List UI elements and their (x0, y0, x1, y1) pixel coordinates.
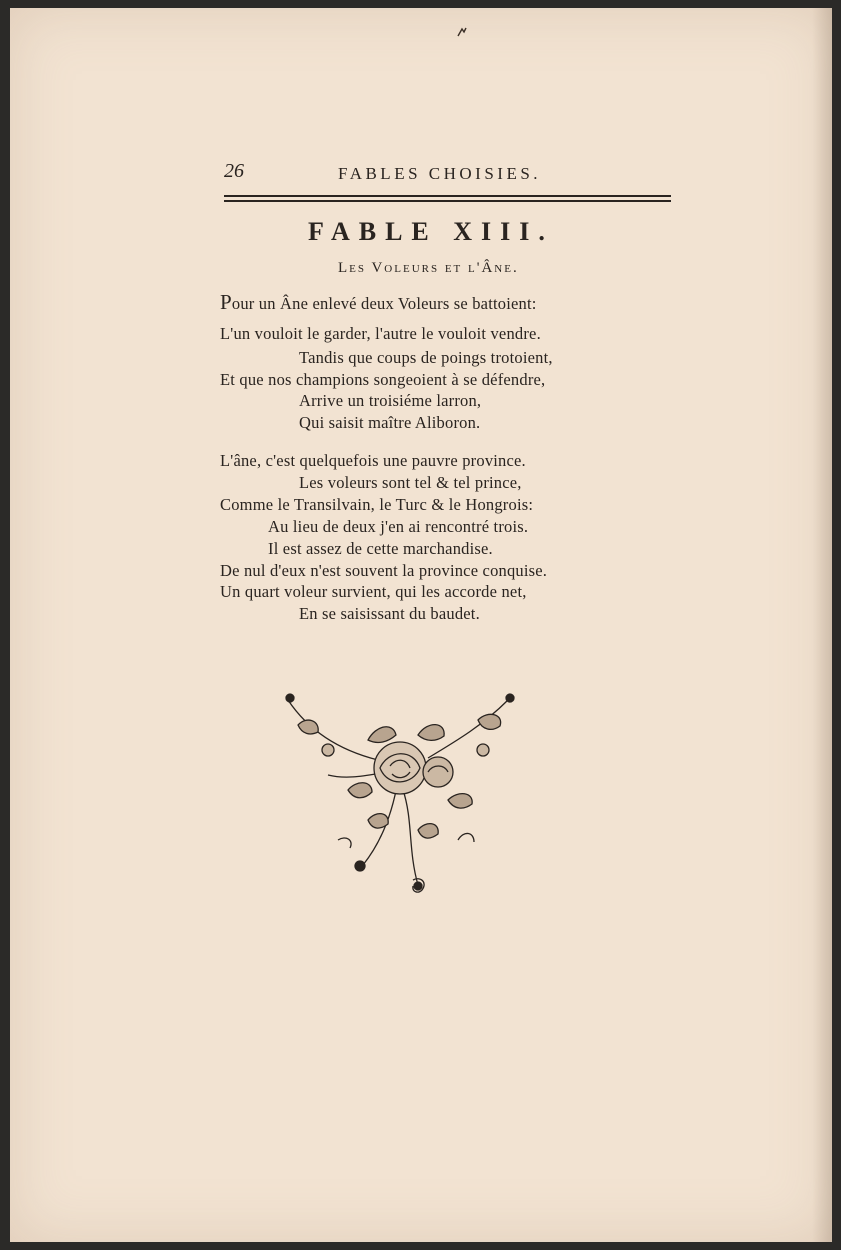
floral-ornament-icon (268, 680, 528, 900)
verse-line: En se saisissant du baudet. (299, 604, 480, 623)
running-title: FABLES CHOISIES. (338, 164, 542, 183)
verse-line: L'un vouloit le garder, l'autre le vouloit vendre. (220, 324, 541, 343)
fable-title: FABLE XIII. (308, 217, 554, 246)
verse-line: Comme le Transilvain, le Turc & le Hongrois: (220, 495, 534, 514)
book-page (10, 8, 832, 1242)
dropcap-letter: P (220, 290, 232, 314)
ink-smudge-icon (456, 26, 468, 38)
page-edge-shadow (812, 8, 832, 1242)
header-double-rule (224, 195, 671, 202)
verse-line: Les voleurs sont tel & tel prince, (299, 473, 522, 492)
verse-line: Un quart voleur survient, qui les accorde net, (220, 582, 527, 601)
verse-line: Tandis que coups de poings trotoient, (299, 348, 553, 367)
verse-line: Arrive un troisiéme larron, (299, 391, 482, 410)
verse-line: Au lieu de deux j'en ai rencontré trois. (268, 517, 529, 536)
verse-line: De nul d'eux n'est souvent la province conquise. (220, 561, 548, 580)
verse-text: our un Âne enlevé deux Voleurs se battoient: (231, 294, 537, 313)
verse-line: L'âne, c'est quelquefois une pauvre province. (220, 451, 526, 470)
verse-line: Et que nos champions songeoient à se défendre, (220, 370, 546, 389)
verse-line (220, 290, 537, 315)
fable-subtitle: Les Voleurs et l'Âne. (338, 260, 519, 276)
verse-line: Il est assez de cette marchandise. (268, 539, 493, 558)
verse-line: Qui saisit maître Aliboron. (299, 413, 481, 432)
page-number: 26 (224, 160, 244, 182)
